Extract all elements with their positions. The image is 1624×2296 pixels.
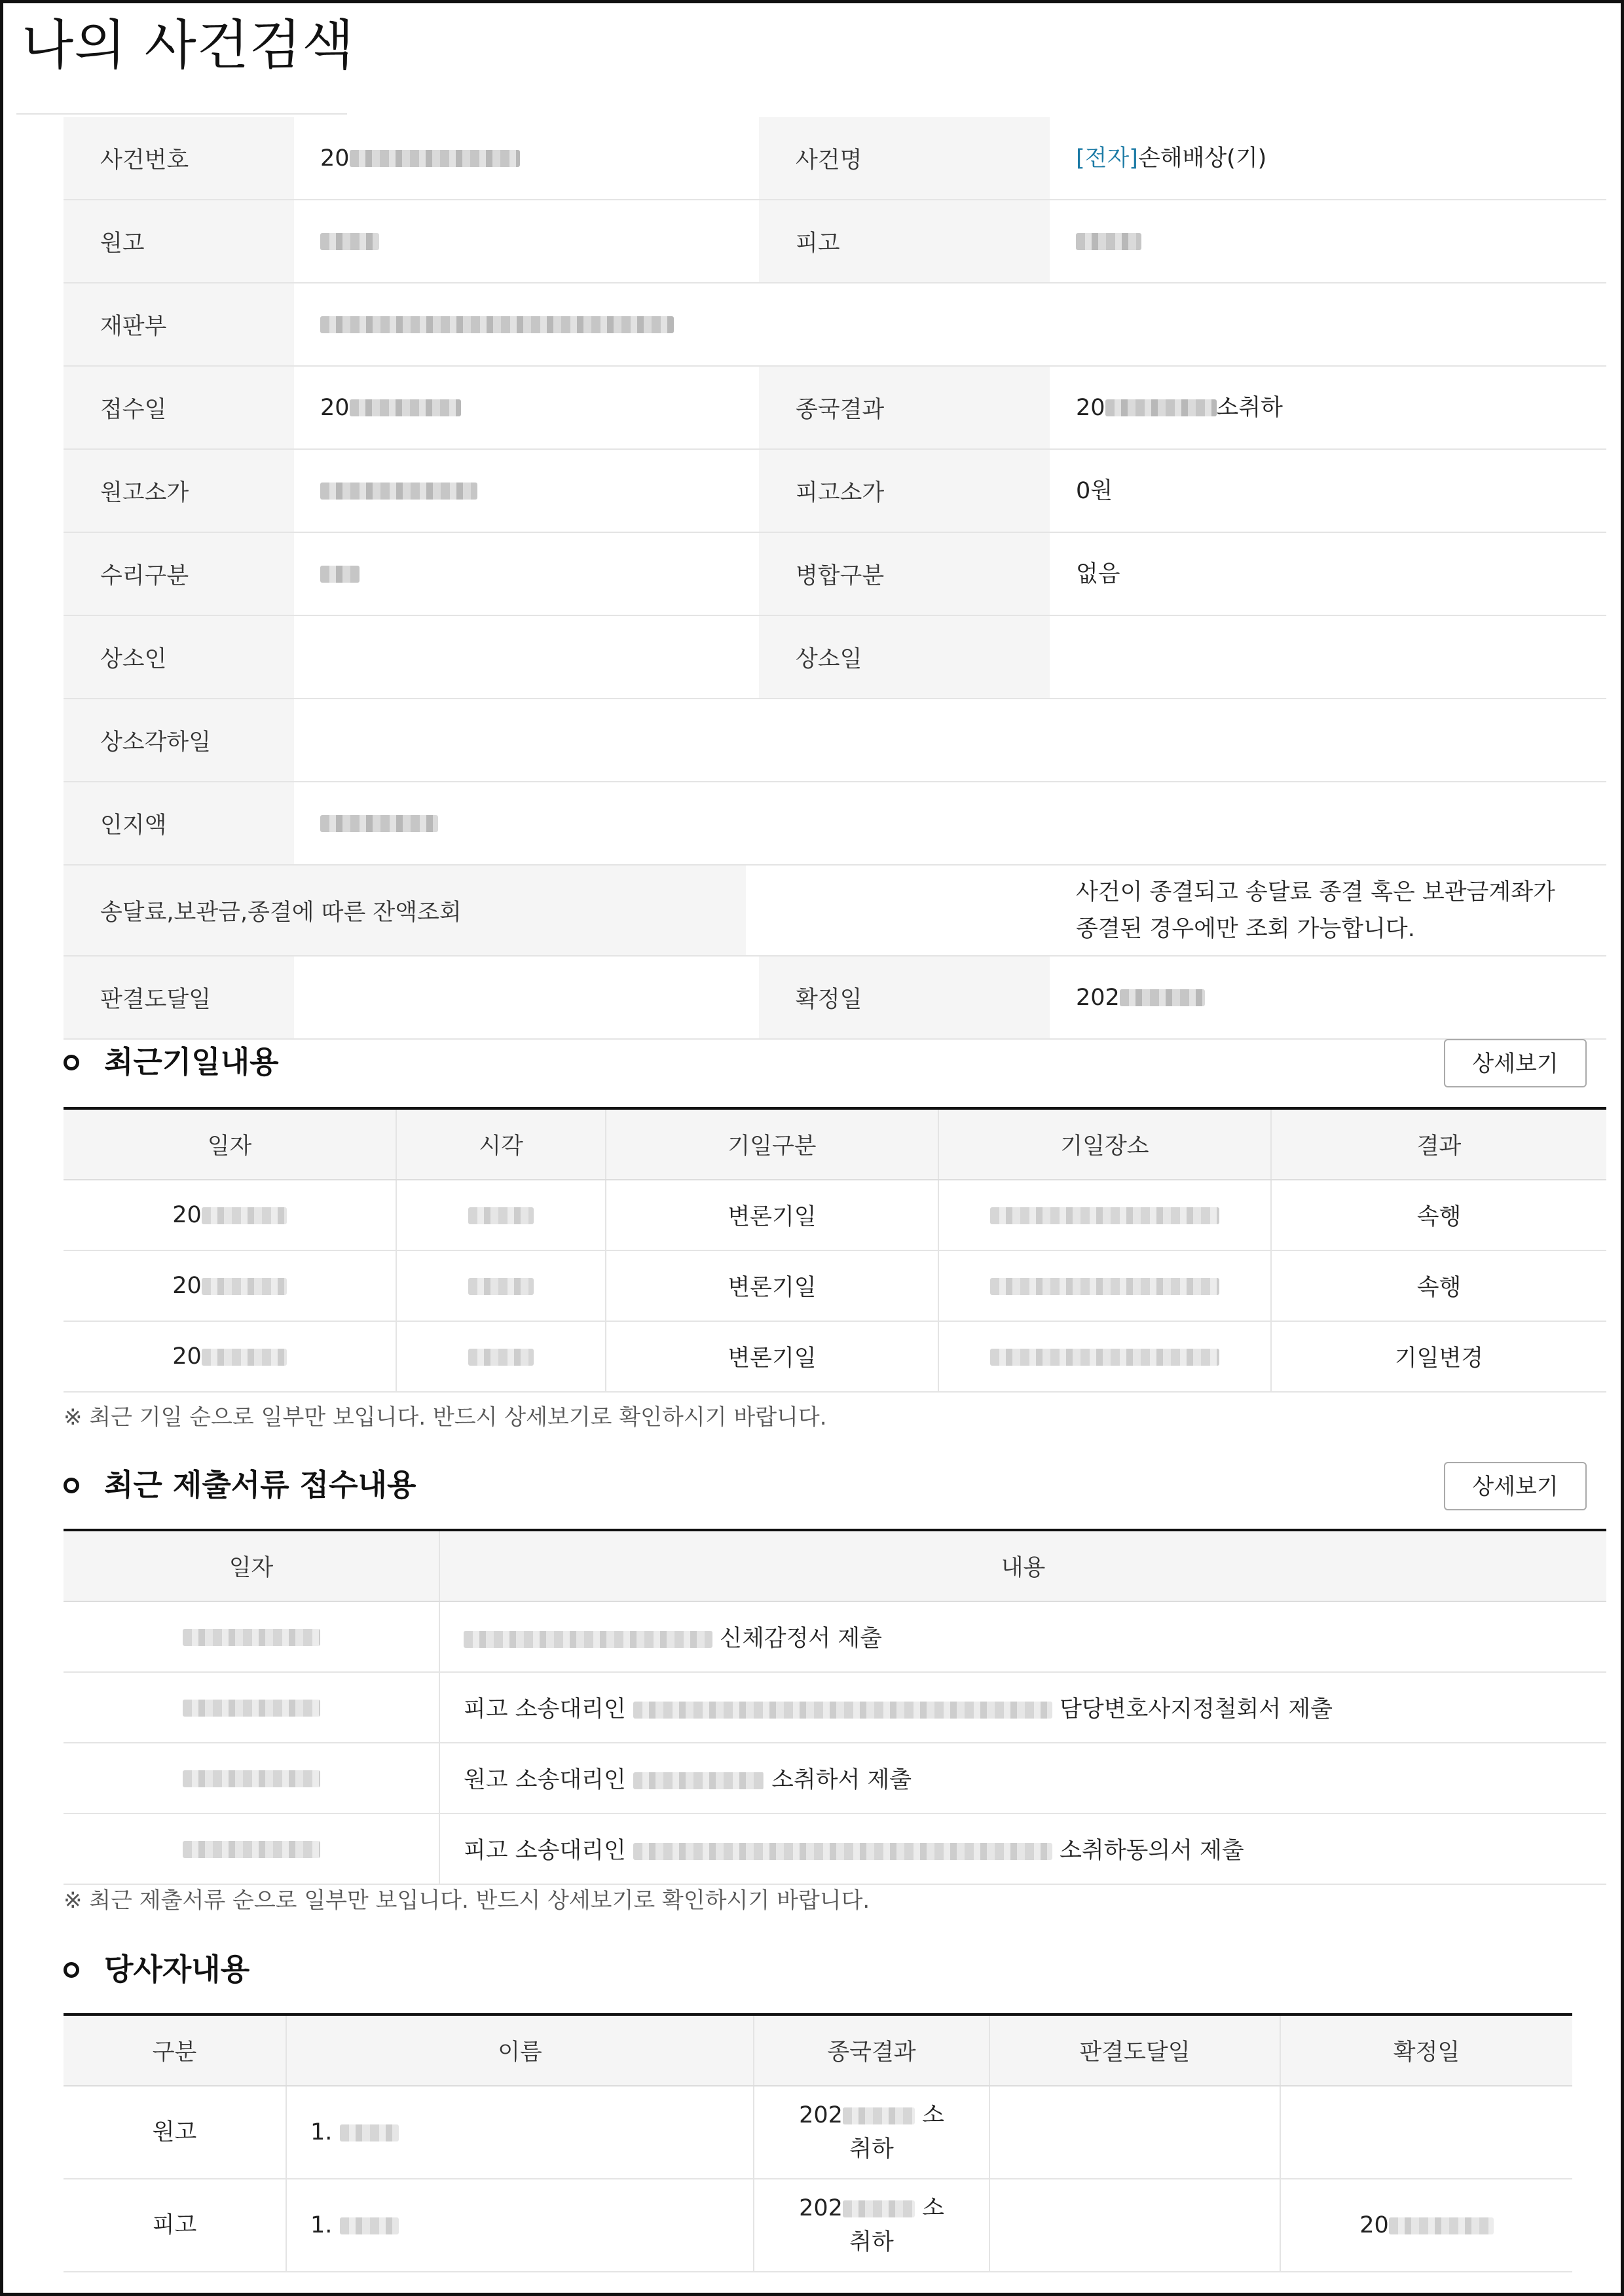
document-date xyxy=(64,1743,439,1813)
info-row-court-dept xyxy=(64,283,1606,367)
redacted-time xyxy=(468,1207,534,1224)
receipt-date-label: 접수일 xyxy=(64,367,294,448)
redacted-name xyxy=(340,2217,399,2234)
info-row-parties xyxy=(64,200,1606,283)
redacted-date xyxy=(183,1770,320,1787)
column-header: 판결도달일 xyxy=(989,2014,1280,2086)
info-row-appeal xyxy=(64,616,1606,699)
hearing-time xyxy=(396,1180,606,1250)
appeal-date-label: 상소일 xyxy=(759,616,1050,698)
info-row-judgment xyxy=(64,957,1606,1040)
redacted-date xyxy=(202,1349,287,1366)
redacted-plaintiff-amount xyxy=(320,483,477,500)
document-suffix: 담당변호사지정철회서 제출 xyxy=(1060,1696,1333,1722)
hearing-time xyxy=(396,1321,606,1392)
redacted-name xyxy=(633,1772,764,1789)
defendant-value xyxy=(1076,200,1606,282)
confirmed-date-value xyxy=(1076,957,1606,1038)
redacted-final-date xyxy=(1105,399,1217,416)
document-prefix: 원고 소송대리인 xyxy=(464,1767,626,1793)
hearing-type: 변론기일 xyxy=(606,1321,938,1392)
hearing-type: 변론기일 xyxy=(606,1180,938,1250)
stamp-fee-value xyxy=(320,782,746,864)
redacted-name xyxy=(633,1843,1052,1860)
hearings-note: ※ 최근 기일 순으로 일부만 보입니다. 반드시 상세보기로 확인하시기 바랍니다. xyxy=(64,1404,827,1430)
plaintiff-amount-value xyxy=(320,450,746,532)
judgment-delivery-value xyxy=(320,957,746,1038)
plaintiff-amount-label: 원고소가 xyxy=(64,450,294,532)
title-underline xyxy=(16,113,347,115)
appeal-dismissal-date-label: 상소각하일 xyxy=(64,699,294,781)
hearing-time xyxy=(396,1250,606,1321)
redacted-name xyxy=(340,2124,399,2141)
info-row-dates xyxy=(64,367,1606,450)
result-end: 취하 xyxy=(849,2229,894,2255)
document-content xyxy=(439,1743,1606,1813)
receipt-date-prefix: 20 xyxy=(320,394,350,421)
redacted-defendant xyxy=(1076,233,1141,250)
parties-table xyxy=(64,2013,1572,2272)
hearing-result: 기일변경 xyxy=(1271,1321,1606,1392)
hearings-table xyxy=(64,1107,1606,1393)
result-prefix: 202 xyxy=(799,2195,843,2221)
info-row-stamp-fee xyxy=(64,782,1606,866)
document-content xyxy=(439,1672,1606,1743)
hearing-result: 속행 xyxy=(1271,1250,1606,1321)
column-header: 구분 xyxy=(64,2014,286,2086)
redacted-date xyxy=(202,1207,287,1224)
redacted-date xyxy=(843,2200,915,2217)
hearing-date xyxy=(64,1180,396,1250)
case-number-prefix: 20 xyxy=(320,145,350,172)
redacted-time xyxy=(468,1278,534,1295)
table-row xyxy=(64,1180,1606,1250)
merge-type-value: 없음 xyxy=(1076,560,1120,587)
balance-label: 송달료,보관금,종결에 따른 잔액조회 xyxy=(64,866,746,955)
redacted-date xyxy=(183,1700,320,1717)
redacted-acceptance-type xyxy=(320,566,360,583)
plaintiff-value xyxy=(320,200,746,282)
final-result-label: 종국결과 xyxy=(759,367,1050,448)
table-row xyxy=(64,1813,1606,1884)
document-suffix: 신체감정서 제출 xyxy=(720,1626,882,1652)
party-confirmed-date xyxy=(1280,2179,1572,2272)
court-dept-value xyxy=(320,283,1302,365)
defendant-label: 피고 xyxy=(759,200,1050,282)
case-number-label: 사건번호 xyxy=(64,117,294,199)
balance-note: 사건이 종결되고 송달료 종결 혹은 보관금계좌가 종결된 경우에만 조회 가능합니다. xyxy=(1076,879,1555,942)
document-date xyxy=(64,1601,439,1672)
acceptance-type-label: 수리구분 xyxy=(64,533,294,615)
hearing-place xyxy=(938,1180,1271,1250)
confirmed-prefix: 20 xyxy=(1359,2212,1389,2238)
party-name xyxy=(286,2086,754,2179)
appellant-label: 상소인 xyxy=(64,616,294,698)
hearing-date xyxy=(64,1250,396,1321)
column-header: 이름 xyxy=(286,2014,754,2086)
table-row xyxy=(64,1672,1606,1743)
hearing-type: 변론기일 xyxy=(606,1250,938,1321)
redacted-place xyxy=(990,1349,1219,1366)
party-result xyxy=(754,2179,989,2272)
case-info-table xyxy=(64,117,1606,1040)
party-kind: 원고 xyxy=(64,2086,286,2179)
redacted-name xyxy=(464,1631,712,1648)
column-header: 종국결과 xyxy=(754,2014,989,2086)
document-suffix: 소취하서 제출 xyxy=(771,1767,912,1793)
court-dept-label: 재판부 xyxy=(64,283,294,365)
redacted-name xyxy=(633,1702,1052,1719)
column-header: 일자 xyxy=(64,1530,439,1601)
party-name xyxy=(286,2179,754,2272)
party-judgment-delivery xyxy=(989,2086,1280,2179)
documents-detail-button[interactable]: 상세보기 xyxy=(1444,1462,1587,1510)
hearing-place xyxy=(938,1250,1271,1321)
redacted-date xyxy=(1389,2217,1494,2234)
party-judgment-delivery xyxy=(989,2179,1280,2272)
column-header: 일자 xyxy=(64,1108,396,1180)
party-result xyxy=(754,2086,989,2179)
date-prefix: 20 xyxy=(172,1343,202,1370)
hearings-title: 최근기일내용 xyxy=(104,1044,279,1080)
info-row-balance xyxy=(64,866,1606,957)
parties-section-header xyxy=(64,1940,1606,1999)
info-row-types xyxy=(64,533,1606,616)
result-mid: 소 xyxy=(922,2102,944,2128)
column-header: 시각 xyxy=(396,1108,606,1180)
electronic-tag: [전자] xyxy=(1076,145,1138,172)
hearing-place xyxy=(938,1321,1271,1392)
document-prefix: 피고 소송대리인 xyxy=(464,1696,626,1722)
case-name-label: 사건명 xyxy=(759,117,1050,199)
appeal-dismissal-date-value xyxy=(320,699,746,781)
redacted-court-dept xyxy=(320,316,674,333)
table-row xyxy=(64,2179,1572,2272)
result-end: 취하 xyxy=(849,2136,894,2162)
party-confirmed-date xyxy=(1280,2086,1572,2179)
info-row-amounts xyxy=(64,450,1606,533)
section-bullet-icon xyxy=(64,1478,79,1493)
judgment-delivery-label: 판결도달일 xyxy=(64,957,294,1038)
redacted-place xyxy=(990,1278,1219,1295)
date-prefix: 20 xyxy=(172,1202,202,1228)
table-row xyxy=(64,1321,1606,1392)
info-row-case-number xyxy=(64,117,1606,200)
table-row xyxy=(64,1601,1606,1672)
case-name-text: 손해배상(기) xyxy=(1137,145,1267,172)
column-header: 기일구분 xyxy=(606,1108,938,1180)
date-prefix: 20 xyxy=(172,1273,202,1299)
page-title: 나의 사건검색 xyxy=(22,14,355,77)
stamp-fee-label: 인지액 xyxy=(64,782,294,864)
document-content xyxy=(439,1813,1606,1884)
info-row-appeal-dismissal xyxy=(64,699,1606,782)
hearings-detail-button[interactable]: 상세보기 xyxy=(1444,1039,1587,1087)
appeal-date-value xyxy=(1076,616,1606,698)
final-result-value xyxy=(1076,367,1606,448)
section-bullet-icon xyxy=(64,1962,79,1978)
document-date xyxy=(64,1813,439,1884)
documents-section-header xyxy=(64,1455,1606,1514)
redacted-confirmed-date xyxy=(1120,989,1205,1006)
table-row xyxy=(64,2086,1572,2179)
redacted-date xyxy=(183,1841,320,1858)
documents-note: ※ 최근 제출서류 순으로 일부만 보입니다. 반드시 상세보기로 확인하시기 바랍니다. xyxy=(64,1887,870,1914)
document-content xyxy=(439,1601,1606,1672)
parties-title: 당사자내용 xyxy=(104,1952,250,1987)
hearings-header-row xyxy=(64,1108,1606,1180)
final-result-prefix: 20 xyxy=(1076,394,1105,421)
hearing-date xyxy=(64,1321,396,1392)
column-header: 결과 xyxy=(1271,1108,1606,1180)
documents-header-row xyxy=(64,1530,1606,1601)
document-date xyxy=(64,1672,439,1743)
column-header: 내용 xyxy=(439,1530,1606,1601)
column-header: 확정일 xyxy=(1280,2014,1572,2086)
table-row xyxy=(64,1743,1606,1813)
redacted-date xyxy=(183,1629,320,1646)
merge-type-label: 병합구분 xyxy=(759,533,1050,615)
final-result-suffix: 소취하 xyxy=(1216,394,1283,421)
parties-header-row xyxy=(64,2014,1572,2086)
section-bullet-icon xyxy=(64,1055,79,1070)
document-suffix: 소취하동의서 제출 xyxy=(1060,1838,1244,1864)
documents-title: 최근 제출서류 접수내용 xyxy=(104,1467,416,1503)
redacted-time xyxy=(468,1349,534,1366)
column-header: 기일장소 xyxy=(938,1108,1271,1180)
redacted-plaintiff xyxy=(320,233,379,250)
documents-table xyxy=(64,1529,1606,1885)
redacted-case-number xyxy=(350,150,520,167)
defendant-amount-label: 피고소가 xyxy=(759,450,1050,532)
case-name-value xyxy=(1076,117,1606,199)
hearing-result: 속행 xyxy=(1271,1180,1606,1250)
acceptance-type-value xyxy=(320,533,746,615)
party-kind: 피고 xyxy=(64,2179,286,2272)
plaintiff-label: 원고 xyxy=(64,200,294,282)
document-prefix: 피고 소송대리인 xyxy=(464,1838,626,1864)
defendant-amount-value: 0원 xyxy=(1076,477,1113,504)
redacted-date xyxy=(202,1278,287,1295)
name-prefix: 1. xyxy=(310,2119,333,2145)
result-prefix: 202 xyxy=(799,2102,843,2128)
redacted-place xyxy=(990,1207,1219,1224)
table-row xyxy=(64,1250,1606,1321)
case-number-value xyxy=(320,117,746,199)
confirmed-date-label: 확정일 xyxy=(759,957,1050,1038)
redacted-stamp-fee xyxy=(320,815,438,832)
hearings-section-header xyxy=(64,1032,1606,1091)
name-prefix: 1. xyxy=(310,2212,333,2238)
result-mid: 소 xyxy=(922,2195,944,2221)
appellant-value xyxy=(320,616,746,698)
redacted-date xyxy=(843,2107,915,2124)
confirmed-date-prefix: 202 xyxy=(1076,984,1120,1011)
redacted-receipt-date xyxy=(350,399,461,416)
receipt-date-value xyxy=(320,367,746,448)
